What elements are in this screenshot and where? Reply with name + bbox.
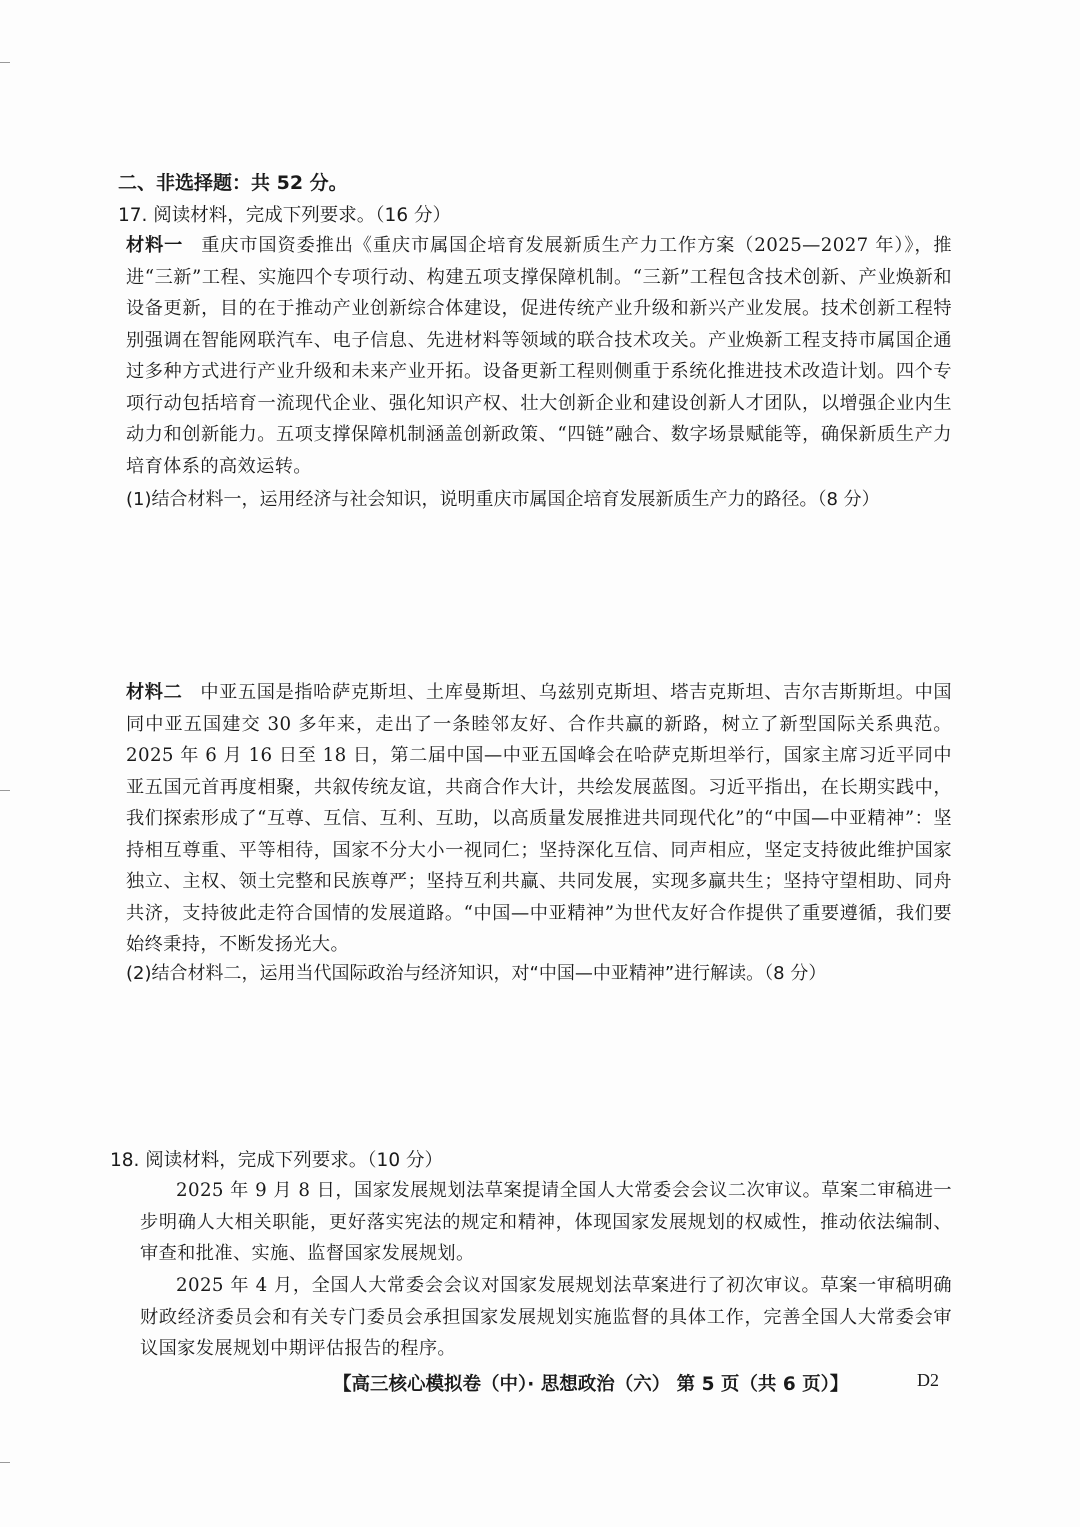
page-edge-mark [0, 790, 10, 791]
material-two-text: 中亚五国是指哈萨克斯坦、土库曼斯坦、乌兹别克斯坦、塔吉克斯坦、吉尔吉斯斯坦。中国同中亚五国建交 30 多年来，走出了一条睦邻友好、合作共赢的新路，树立了新型国际关系典范。2025 年 6 月 16 日至 18 日，第二届中国—中亚五国峰会在哈萨克斯坦举行，国家主席习近平同中亚五国元首再度相聚，共叙传统友谊，共商合作大计，共绘发展蓝图。习近平指出，在长期实践中，我们探索形成了“互尊、互信、互利、互助，以高质量发展推进共同现代化”的“中国—中亚精神”：坚持相互尊重、平等相待，国家不分大小一视同仁；坚持深化互信、同声相应，坚定支持彼此维护国家独立、主权、领土完整和民族尊严；坚持互利共赢、共同发展，实现多赢共生；坚持守望相助、同舟共济，支持彼此走符合国情的发展道路。“中国—中亚精神”为世代友好合作提供了重要遵循，我们要始终秉持，不断发扬光大。 [126, 682, 952, 955]
page-edge-mark [0, 62, 10, 63]
question-18-paragraph-2: 2025 年 4 月，全国人大常委会会议对国家发展规划法草案进行了初次审议。草案一审稿明确财政经济委员会和有关专门委员会承担国家发展规划实施监督的具体工作，完善全国人大常委会审议国家发展规划中期评估报告的程序。 [140, 1275, 952, 1359]
footer-title: 【高三核心模拟卷（中）· 思想政治（六） 第 5 页（共 6 页）】 [333, 1374, 849, 1395]
question-17-2: (2)结合材料二，运用当代国际政治与经济知识，对“中国—中亚精神”进行解读。（8 分） [126, 963, 827, 984]
material-two-label: 材料二 [126, 682, 183, 703]
question-18-heading: 18. 阅读材料，完成下列要求。（10 分） [110, 1150, 443, 1171]
material-two [126, 677, 952, 961]
footer-code: D2 [917, 1370, 939, 1390]
section-title: 二、非选择题：共 52 分。 [118, 172, 348, 194]
material-one-label: 材料一 [126, 235, 184, 256]
material-one-text: 重庆市国资委推出《重庆市属国企培育发展新质生产力工作方案（2025—2027 年）》，推进“三新”工程、实施四个专项行动、构建五项支撑保障机制。“三新”工程包含技术创新、产业焕新和设备更新，目的在于推动产业创新综合体建设，促进传统产业升级和新兴产业发展。技术创新工程特别强调在智能网联汽车、电子信息、先进材料等领域的联合技术攻关。产业焕新工程支持市属国企通过多种方式进行产业升级和未来产业开拓。设备更新工程则侧重于系统化推进技术改造计划。四个专项行动包括培育一流现代企业、强化知识产权、壮大创新企业和建设创新人才团队，以增强企业内生动力和创新能力。五项支撑保障机制涵盖创新政策、“四链”融合、数字场景赋能等，确保新质生产力培育体系的高效运转。 [126, 235, 952, 477]
material-one [126, 230, 952, 482]
page-edge-mark [0, 1462, 10, 1463]
question-17-1: (1)结合材料一，运用经济与社会知识，说明重庆市属国企培育发展新质生产力的路径。（8 分） [126, 489, 880, 510]
question-17-heading: 17. 阅读材料，完成下列要求。（16 分） [118, 205, 451, 226]
question-18-paragraph-1: 2025 年 9 月 8 日，国家发展规划法草案提请全国人大常委会会议二次审议。草案二审稿进一步明确人大相关职能，更好落实宪法的规定和精神，体现国家发展规划的权威性，推动依法编制、审查和批准、实施、监督国家发展规划。 [140, 1180, 952, 1264]
